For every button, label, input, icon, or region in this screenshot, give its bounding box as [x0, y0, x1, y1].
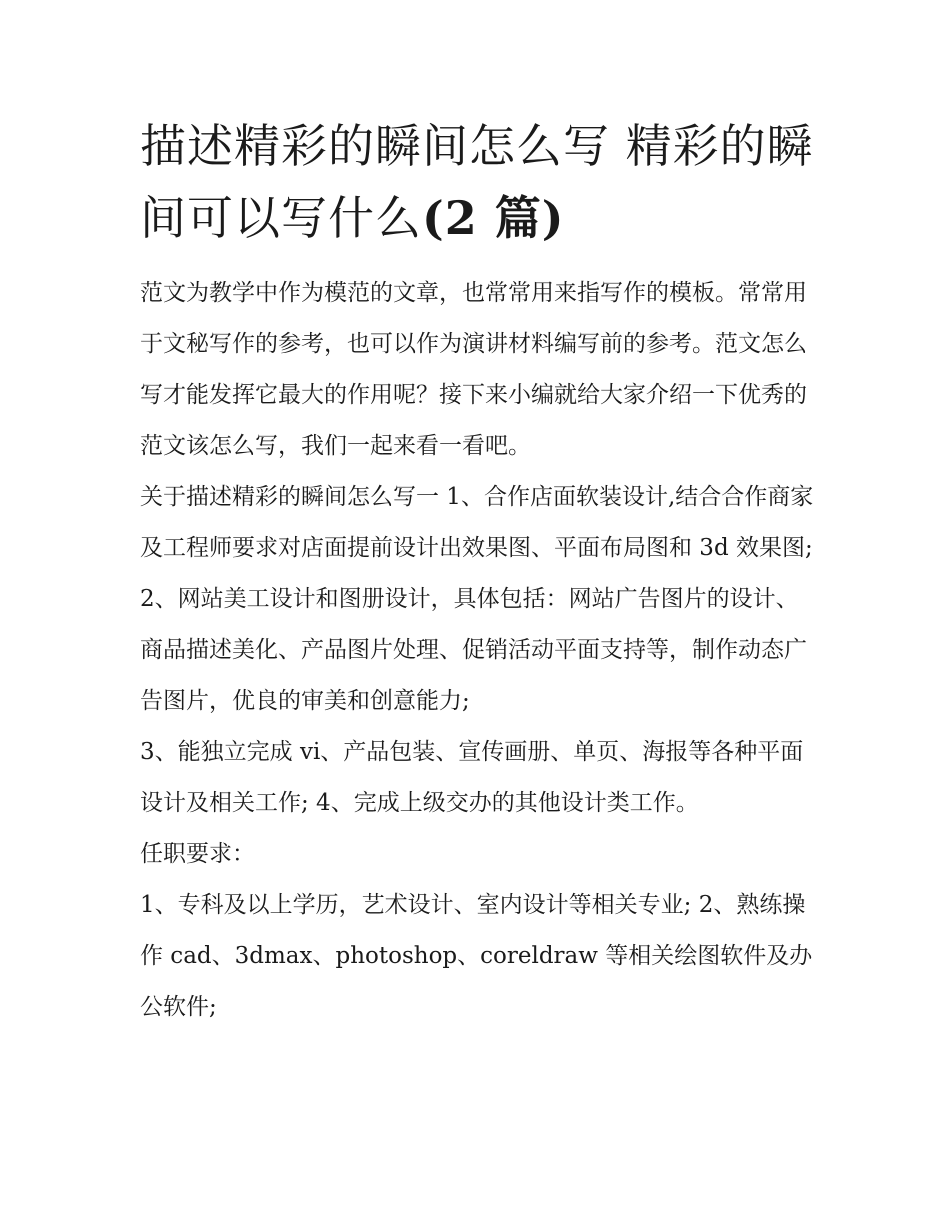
- requirements-paragraph: 1、专科及以上学历，艺术设计、室内设计等相关专业; 2、熟练操作 cad、3dmax、photoshop、coreldraw 等相关绘图软件及办公软件;: [140, 892, 813, 1020]
- requirements-heading: 任职要求：: [140, 841, 255, 867]
- intro-paragraph: 范文为教学中作为模范的文章，也常常用来指写作的模板。常常用于文秘写作的参考，也可以作为演讲材料编写前的参考。范文怎么写才能发挥它最大的作用呢？接下来小编就给大家介绍一下优秀的范文该怎么写，我们一起来看一看吧。: [140, 280, 807, 459]
- document-title: [140, 110, 820, 254]
- body-paragraph-3: 3、能独立完成 vi、产品包装、宣传画册、单页、海报等各种平面设计及相关工作; 4、完成上级交办的其他设计类工作。: [140, 739, 804, 816]
- document-page: [140, 110, 820, 1033]
- body-paragraph-2: 2、网站美工设计和图册设计，具体包括：网站广告图片的设计、商品描述美化、产品图片处理、促销活动平面支持等，制作动态广告图片，优良的审美和创意能力;: [140, 586, 807, 714]
- document-title-count: (2 篇): [422, 191, 565, 245]
- document-title-main: 描述精彩的瞬间怎么写 精彩的瞬间可以写什么: [140, 119, 814, 245]
- body-paragraph-1: 关于描述精彩的瞬间怎么写一 1、合作店面软装设计,结合合作商家及工程师要求对店面提前设计出效果图、平面布局图和 3d 效果图;: [140, 484, 814, 561]
